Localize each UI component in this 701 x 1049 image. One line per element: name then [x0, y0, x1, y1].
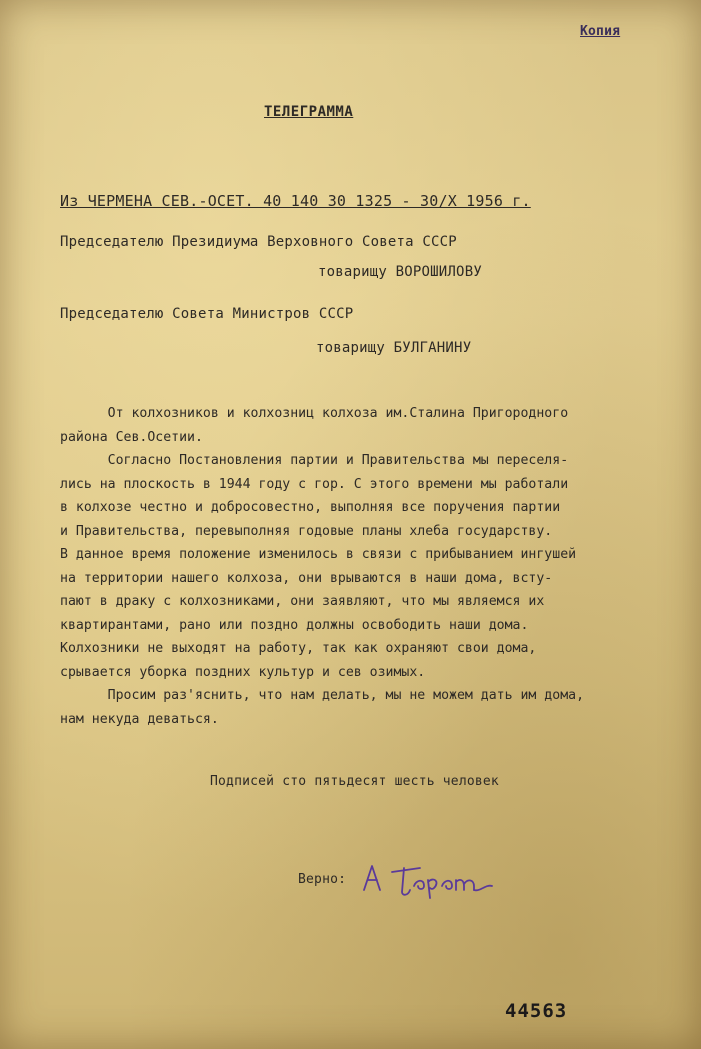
document-number: 44563	[505, 1000, 568, 1022]
addressee-voroshilov: товарищу ВОРОШИЛОВУ	[318, 264, 482, 280]
body-line: срывается уборка поздних культур и сев озимых.	[60, 664, 426, 680]
document-title: ТЕЛЕГРАММА	[264, 104, 354, 120]
body-line: пают в драку с колхозниками, они заявляют, что мы являемся их	[60, 594, 545, 609]
handwritten-signature	[358, 856, 498, 900]
verified-label: Верно:	[298, 872, 347, 887]
body-line: на территории нашего колхоза, они врываются в наши дома, всту-	[60, 570, 553, 586]
body-line: нам некуда деваться.	[60, 711, 219, 727]
body-line: Колхозники не выходят на работу, так как охраняют свои дома,	[60, 641, 537, 656]
addressee-bulganin: товарищу БУЛГАНИНУ	[316, 340, 472, 356]
body-line: От колхозников и колхозниц колхоза им.Сталина Пригородного	[60, 406, 569, 421]
copy-mark: Копия	[580, 24, 621, 39]
body-line: В данное время положение изменилось в связи с прибыванием ингушей	[60, 547, 577, 562]
body-line: района Сев.Осетии.	[60, 429, 203, 445]
addressee-council: Председателю Совета Министров СССР	[60, 306, 354, 322]
body-line: квартирантами, рано или поздно должны освободить наши дома.	[60, 617, 529, 633]
body-line: лись на плоскость в 1944 году с гор. С этого времени мы работали	[60, 476, 569, 492]
telegram-body	[60, 402, 700, 731]
body-line: Просим раз'яснить, что нам делать, мы не можем дать им дома,	[60, 688, 585, 703]
body-line: в колхозе честно и добросовестно, выполняя все поручения партии	[60, 500, 561, 515]
body-line: Согласно Постановления партии и Правительства мы переселя-	[60, 453, 569, 468]
telegram-origin-line: Из ЧЕРМЕНА СЕВ.-ОСЕТ. 40 140 30 1325 - 30/X 1956 г.	[60, 192, 531, 210]
signatures-count: Подписей сто пятьдесят шесть человек	[210, 774, 499, 789]
body-line: и Правительства, перевыполняя годовые планы хлеба государству.	[60, 523, 553, 539]
addressee-presidium: Председателю Президиума Верховного Совета СССР	[60, 234, 457, 250]
